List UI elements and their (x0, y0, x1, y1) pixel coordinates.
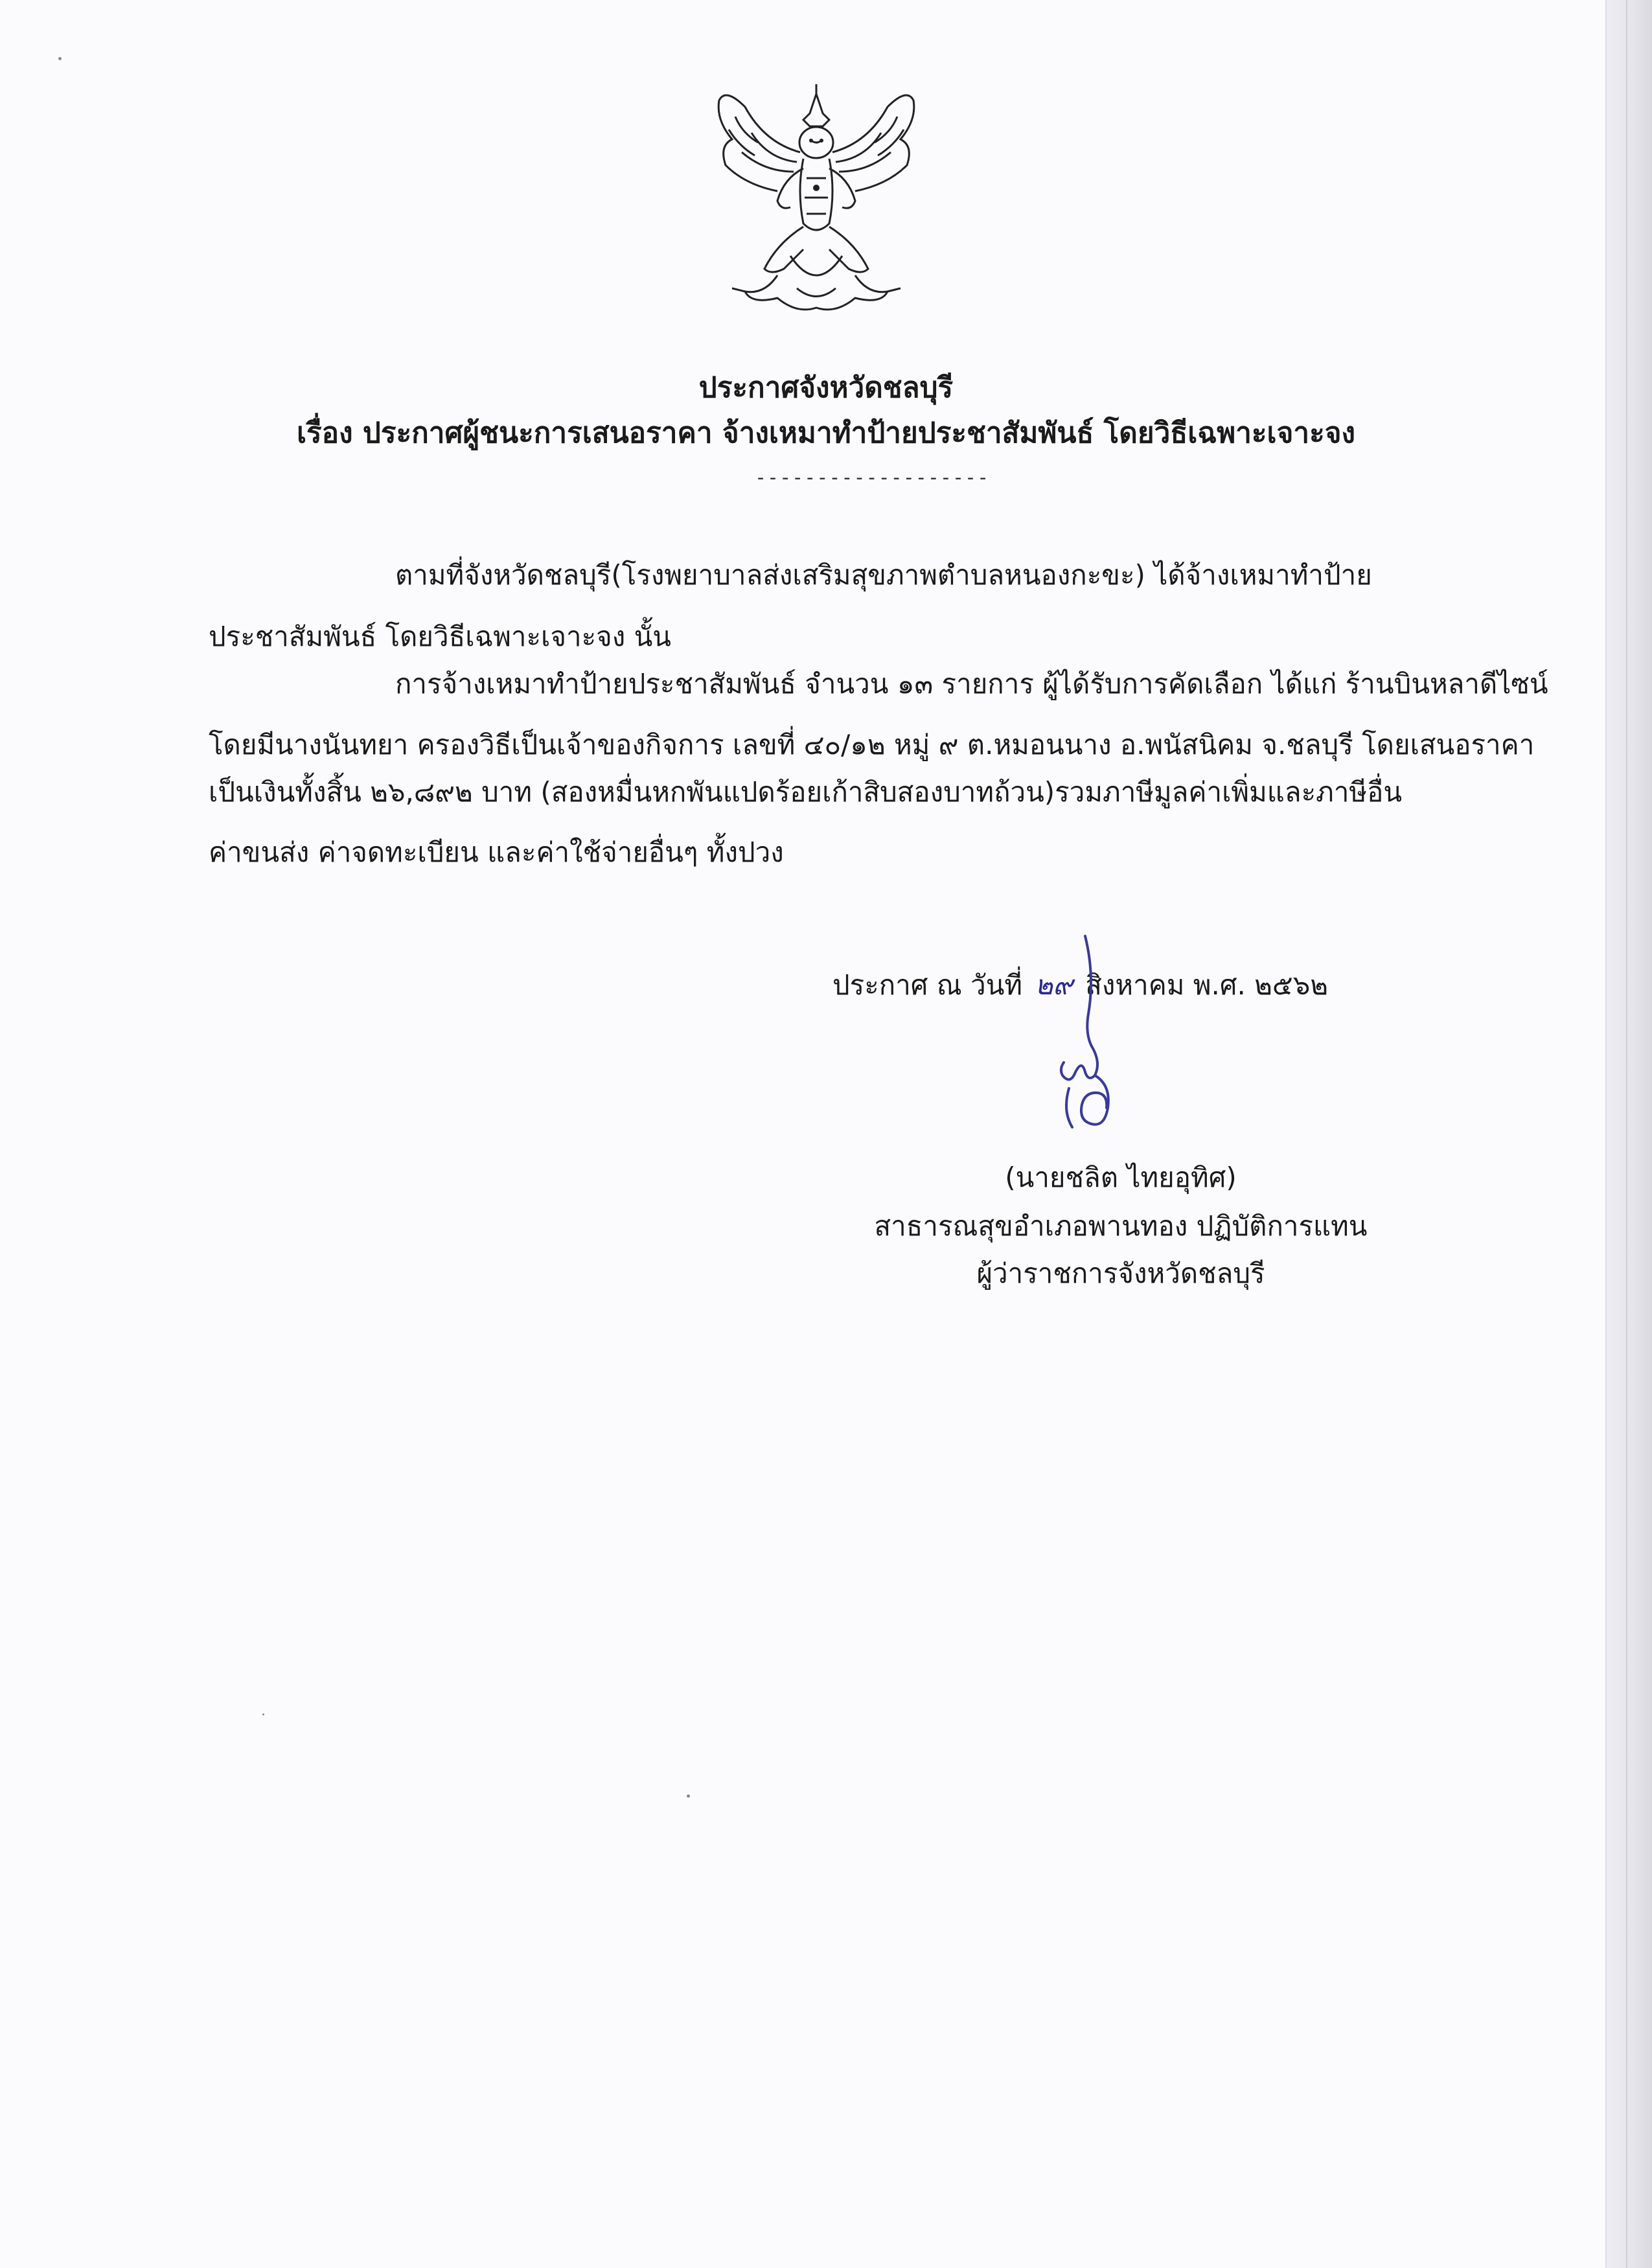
paragraph-1-line-1: ตามที่จังหวัดชลบุรี(โรงพยาบาลส่งเสริมสุขภาพตำบลหนองกะขะ) ได้จ้างเหมาทำป้าย (395, 559, 1372, 591)
scan-speck (262, 1713, 264, 1715)
garuda-emblem-icon (706, 81, 926, 334)
date-day-handwritten: ๒๙ (1035, 969, 1073, 1001)
paragraph-2-line-2: โดยมีนางนันทยา ครองวิธีเป็นเจ้าของกิจการ เลขที่ ๔๐/๑๒ หมู่ ๙ ต.หมอนนาง อ.พนัสนิคม จ.ชลบุรี โดยเสนอราคา (209, 729, 1535, 761)
paragraph-2-line-3: เป็นเงินทั้งสิ้น ๒๖,๘๙๒ บาท (สองหมื่นหกพันแปดร้อยเก้าสิบสองบาทถ้วน)รวมภาษีมูลค่าเพิ่มและภาษีอื่น (209, 776, 1403, 808)
paragraph-2-line-1: การจ้างเหมาทำป้ายประชาสัมพันธ์ จำนวน ๑๓ รายการ ผู้ได้รับการคัดเลือก ได้แก่ ร้านบินหลาดีไซน์ (395, 668, 1548, 700)
scan-speck (687, 1794, 690, 1798)
fold-line (1626, 0, 1627, 2268)
document-title: ประกาศจังหวัดชลบุรี (698, 371, 954, 404)
signatory-position-2: ผู้ว่าราชการจังหวัดชลบุรี (976, 1257, 1265, 1289)
paragraph-2-line-4: ค่าขนส่ง ค่าจดทะเบียน และค่าใช้จ่ายอื่นๆ ทั้งปวง (209, 836, 784, 868)
signatory-position-1: สาธารณสุขอำเภอพานทอง ปฏิบัติการแทน (874, 1210, 1368, 1242)
handwritten-signature-icon (1024, 923, 1127, 1143)
scan-edge (1605, 0, 1652, 2268)
document-subject: เรื่อง ประกาศผู้ชนะการเสนอราคา จ้างเหมาทำป้ายประชาสัมพันธ์ โดยวิธีเฉพาะเจาะจง (297, 417, 1355, 450)
signatory-name: (นายชลิต ไทยอุทิศ) (1005, 1162, 1237, 1193)
title-divider: ------------------- (755, 466, 990, 489)
scan-speck (58, 57, 62, 60)
date-prefix: ประกาศ ณ วันที่ (832, 969, 1023, 1001)
paragraph-1-line-2: ประชาสัมพันธ์ โดยวิธีเฉพาะเจาะจง นั้น (209, 621, 672, 652)
date-suffix: สิงหาคม พ.ศ. ๒๕๖๒ (1085, 969, 1329, 1001)
